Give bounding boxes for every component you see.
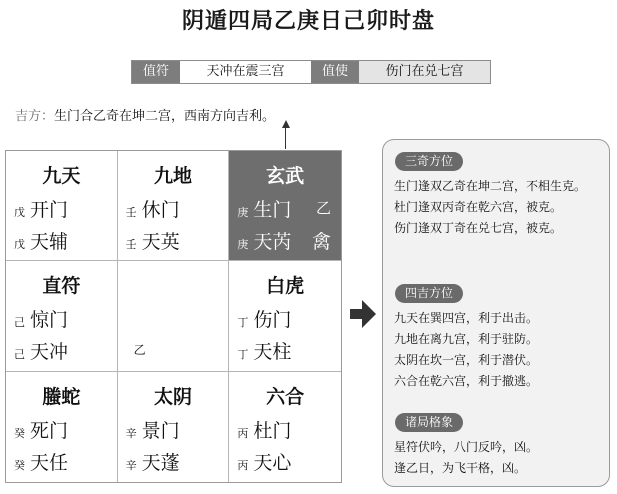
palace-stem: 壬 (125, 206, 137, 219)
palace-stem: 己 (14, 348, 25, 362)
center-stem: 乙 (133, 343, 146, 358)
text-line: 六合在乾六宫，利于撤逃。 (394, 374, 539, 388)
palace-stem: 戊 (14, 238, 25, 251)
palace-stem: 庚 (237, 238, 249, 251)
palace-god: 直符 (42, 275, 81, 298)
text-line: 杜门逢双丙奇在乾六宫，被克。 (394, 200, 563, 214)
info-bar (131, 60, 491, 84)
palace-stem: 戊 (14, 206, 25, 219)
zhifu-label: 值符 (132, 61, 180, 83)
palace-center (118, 261, 230, 371)
auspicious-label: 吉方： (15, 109, 55, 124)
text-line: 九地在离九宫，利于驻防。 (394, 332, 539, 346)
palace-star: 天英 (141, 231, 180, 253)
palace-door: 惊门 (30, 309, 69, 332)
palace-star: 天蓬 (141, 451, 180, 474)
analysis-panel (382, 139, 610, 487)
palace-stem: 丙 (237, 426, 249, 440)
palace-stem: 癸 (14, 426, 25, 440)
pointer-arrow-icon (282, 120, 290, 128)
palace-star: 天任 (30, 451, 69, 474)
palace-god: 九天 (42, 165, 81, 187)
palace-door: 生门 (253, 199, 292, 221)
palace-god: 六合 (266, 385, 305, 408)
palace-door: 死门 (30, 419, 69, 442)
palace-stem: 辛 (125, 458, 137, 472)
palace-stem: 丁 (237, 348, 249, 362)
palace-god: 太阴 (153, 385, 192, 408)
palace-star: 天冲 (30, 341, 69, 364)
palace-god: 九地 (153, 165, 192, 187)
auspicious-text: 生门合乙奇在坤二宫，西南方向吉利。 (54, 109, 276, 124)
text-line: 九天在巽四宫，利于出击。 (394, 311, 539, 325)
text-line: 太阴在坎一宫，利于潜伏。 (394, 353, 539, 367)
section-tag-geju: 诸局格象 (395, 413, 463, 432)
right-arrow-icon (350, 300, 376, 328)
palace-zhen (6, 261, 118, 371)
zhifu-value: 天冲在震三宫 (180, 61, 311, 83)
palace-door: 开门 (30, 199, 69, 221)
section-text-geju (394, 437, 599, 479)
palace-god: 螣蛇 (42, 385, 81, 408)
palace-star: 天柱 (253, 341, 292, 364)
palace-door: 杜门 (253, 419, 292, 442)
palace-xun (6, 151, 118, 261)
palace-stem: 壬 (125, 238, 137, 251)
zhishi-value: 伤门在兑七宫 (385, 64, 464, 79)
palace-stem: 辛 (125, 426, 137, 440)
palace-qian (229, 372, 341, 482)
palace-extra-star: 禽 (311, 231, 331, 253)
palace-kan (118, 372, 230, 482)
palace-door: 休门 (141, 199, 180, 221)
text-line: 伤门逢双丁奇在兑七宫，被克。 (394, 221, 563, 235)
text-line: 生门逢双乙奇在坤二宫，不相生克。 (394, 179, 587, 193)
page-title: 阴遁四局乙庚日己卯时盘 (181, 9, 435, 34)
palace-stem: 丙 (237, 458, 249, 472)
text-line: 逢乙日，为飞干格，凶。 (394, 461, 527, 475)
zhishi-label: 值使 (311, 61, 359, 83)
palace-god: 玄武 (266, 165, 305, 187)
palace-star: 天芮 (253, 231, 292, 253)
palace-door: 景门 (141, 419, 180, 442)
section-text-sanqi (394, 176, 599, 239)
palace-star: 天心 (253, 451, 292, 474)
palace-stem: 丁 (237, 316, 249, 330)
section-text-siji (394, 308, 599, 392)
text-line: 星符伏吟，八门反吟，凶。 (394, 440, 539, 454)
palace-god: 白虎 (266, 275, 305, 298)
palace-star: 天辅 (30, 231, 69, 253)
palace-stem: 己 (14, 316, 25, 330)
section-tag-siji: 四吉方位 (395, 284, 463, 303)
palace-dui (229, 261, 341, 371)
pointer-line (285, 127, 286, 149)
section-tag-sanqi: 三奇方位 (395, 152, 463, 171)
auspicious-direction (15, 105, 275, 124)
palace-stem: 癸 (14, 458, 25, 472)
palace-kun (229, 151, 341, 261)
palace-extra-stem: 乙 (315, 199, 331, 217)
palace-door: 伤门 (253, 309, 292, 332)
palace-stem: 庚 (237, 206, 249, 219)
qimen-grid (5, 150, 342, 483)
palace-gen (6, 372, 118, 482)
palace-li (118, 151, 230, 261)
